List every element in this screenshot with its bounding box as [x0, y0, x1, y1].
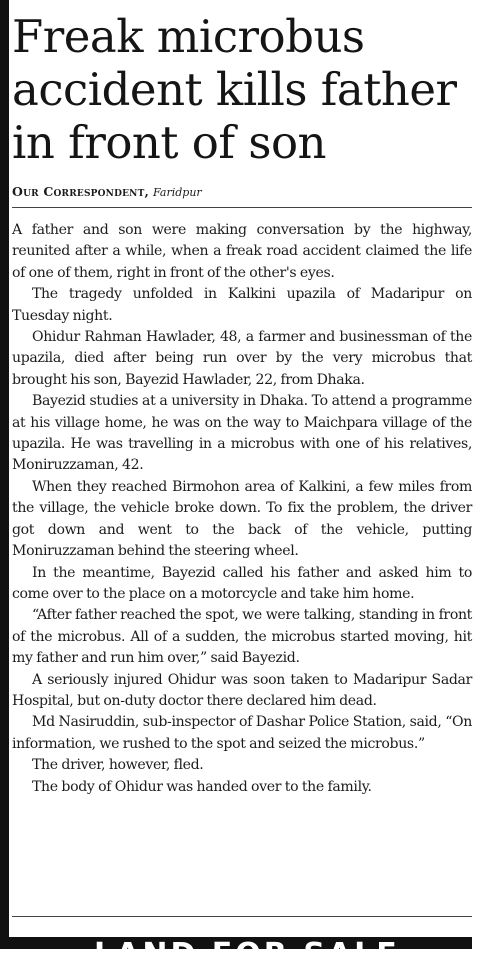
article-body: [12, 220, 472, 798]
article-paragraph: A seriously injured Ohidur was soon taken to Madaripur Sadar Hospital, but on-duty doctor there declared him dead.: [12, 671, 472, 709]
article-paragraph: The body of Ohidur was handed over to the family.: [32, 778, 372, 795]
article-end-divider: [12, 916, 472, 917]
advertisement-banner: [9, 937, 472, 972]
byline: [12, 183, 472, 201]
article-paragraph: In the meantime, Bayezid called his father and asked him to come over to the place on a motorcycle and take him home.: [12, 564, 472, 602]
byline-location: Faridpur: [153, 186, 202, 199]
headline: Freak microbus accident kills father in front of son: [12, 10, 457, 169]
article-paragraph: Ohidur Rahman Hawlader, 48, a farmer and businessman of the upazila, died after being run over by the very microbus that brought his son, Bayezid Hawlader, 22, from Dhaka.: [12, 329, 472, 388]
article-paragraph: The tragedy unfolded in Kalkini upazila of Madaripur on Tuesday night.: [12, 286, 472, 324]
byline-divider: [12, 207, 472, 208]
news-article: [12, 10, 472, 798]
advertisement-text: LAND FOR SALE: [94, 937, 400, 972]
article-paragraph: “After father reached the spot, we were talking, standing in front of the microbus. All of a sudden, the microbus started moving, hit my father and run him over,” said Bayezid.: [12, 607, 472, 667]
byline-correspondent: Our Correspondent,: [12, 184, 150, 199]
page-edge-bar: [0, 0, 9, 949]
article-paragraph: When they reached Birmohon area of Kalkini, a few miles from the village, the vehicle broke down. To fix the problem, the driver got down and went to the back of the vehicle, putting Moniruzzaman behind the steering wheel.: [12, 478, 472, 560]
article-paragraph: Md Nasiruddin, sub-inspector of Dashar Police Station, said, “On information, we rushed to the spot and seized the microbus.”: [12, 714, 472, 752]
article-paragraph: The driver, however, fled.: [32, 757, 204, 774]
article-paragraph: Bayezid studies at a university in Dhaka. To attend a programme at his village home, he was on the way to Maichpara village of the upazila. He was travelling in a microbus with one of his relatives, Moniruzzaman, 42.: [12, 393, 472, 474]
article-paragraph: A father and son were making conversation by the highway, reunited after a while, when a freak road accident claimed the life of one of them, right in front of the other's eyes.: [12, 222, 472, 281]
